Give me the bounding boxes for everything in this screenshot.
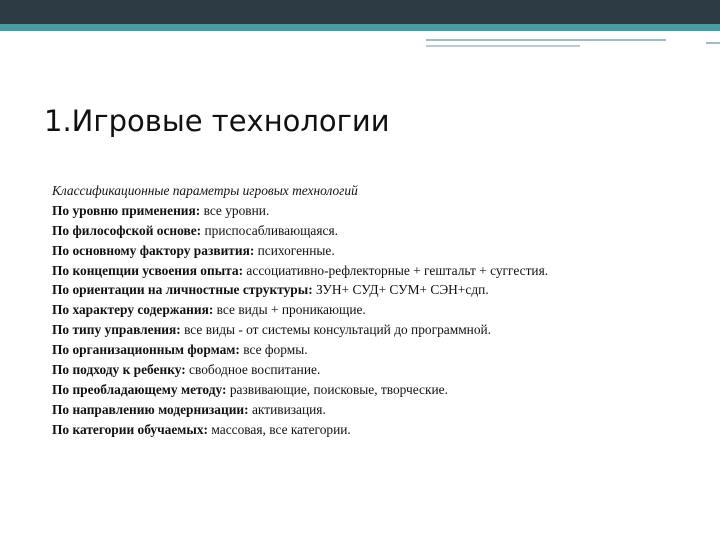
parameter-item	[52, 340, 702, 360]
parameter-item	[52, 241, 702, 261]
decorative-line	[426, 39, 666, 41]
slide-title: 1.Игровые технологии	[44, 104, 390, 138]
parameter-label: По подходу к ребенку:	[52, 362, 186, 378]
parameter-item	[52, 280, 702, 300]
parameter-value: массовая, все категории.	[208, 421, 351, 437]
parameter-label: По категории обучаемых:	[52, 421, 209, 437]
parameter-label: По ориентации на личностные структуры:	[52, 282, 313, 298]
parameter-label: По характеру содержания:	[52, 302, 214, 318]
parameter-value: активизация.	[248, 401, 326, 417]
parameter-value: все формы.	[239, 342, 308, 358]
parameter-item	[52, 320, 702, 340]
parameter-label: По основному фактору развития:	[52, 242, 255, 258]
parameter-item	[52, 201, 702, 221]
parameter-item	[52, 261, 702, 281]
parameter-label: По концепции усвоения опыта:	[52, 262, 244, 278]
parameter-label: По типу управления:	[52, 322, 181, 338]
parameter-value: свободное воспитание.	[185, 362, 321, 378]
decorative-line	[706, 42, 720, 44]
parameter-label: По направлению модернизации:	[52, 401, 249, 417]
parameter-value: все уровни.	[200, 202, 270, 218]
parameter-value: приспосабливающаяся.	[201, 222, 338, 238]
slide-body	[52, 181, 702, 440]
parameter-item	[52, 400, 702, 420]
parameter-label: По преобладающему методу:	[52, 381, 227, 397]
header-accent-band	[0, 24, 720, 31]
parameter-label: По организационным формам:	[52, 342, 240, 358]
parameter-value: психогенные.	[254, 242, 335, 258]
parameter-value: все виды - от системы консультаций до программной.	[180, 322, 492, 338]
parameter-item	[52, 420, 702, 440]
parameter-item	[52, 380, 702, 400]
parameter-value: ЗУН+ СУД+ СУМ+ СЭН+сдп.	[312, 282, 489, 298]
parameter-value: развивающие, поисковые, творческие.	[226, 381, 448, 397]
caption: Классификационные параметры игровых технологий	[52, 183, 358, 198]
parameter-item	[52, 221, 702, 241]
decorative-line	[426, 45, 580, 47]
parameter-value: ассоциативно-рефлекторные + гештальт + суггестия.	[243, 262, 549, 278]
header-band	[0, 0, 720, 24]
parameter-item	[52, 360, 702, 380]
parameter-label: По уровню применения:	[52, 202, 201, 218]
parameter-item	[52, 300, 702, 320]
parameter-value: все виды + проникающие.	[213, 302, 366, 318]
parameter-label: По философской основе:	[52, 222, 202, 238]
